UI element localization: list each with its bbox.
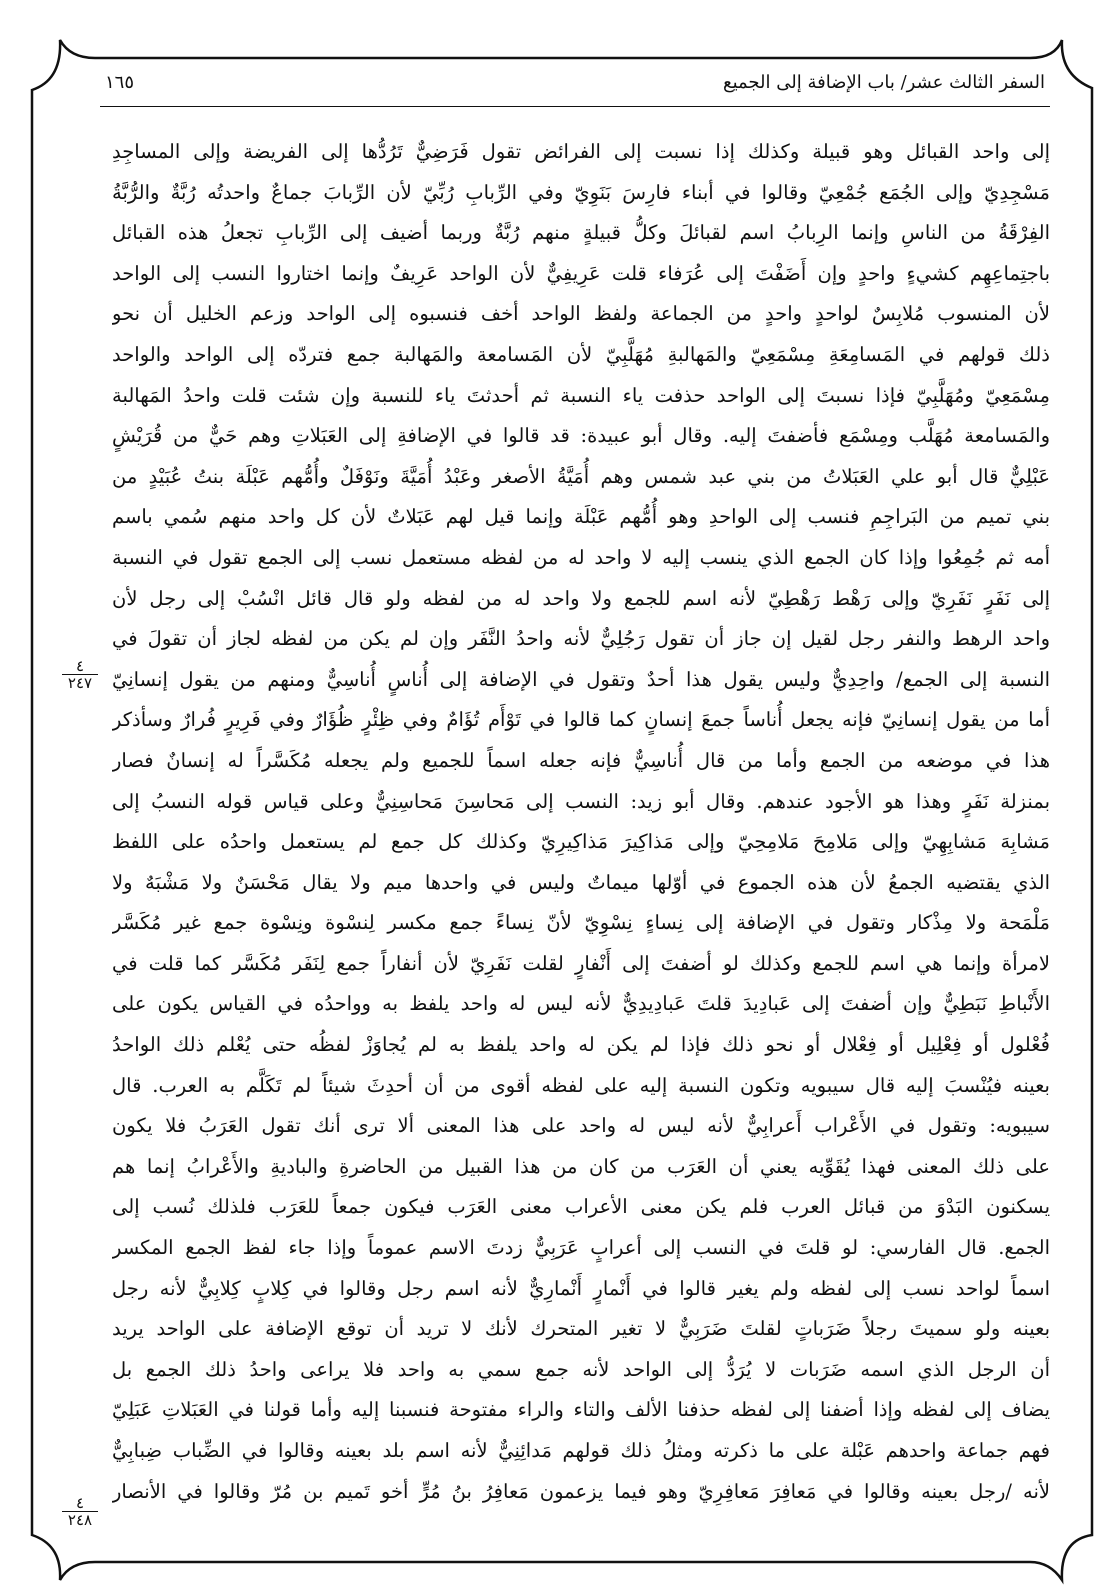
text-line: لأن المنسوب مُلابِسٌ لواحدٍ واحدٍ من الجماعة ولفظ الواحد أخف فنسبوه إلى الواحد وزعم الخليل أن نحو — [112, 302, 1050, 326]
text-line: الذي يقتضيه الجمعُ لأن هذه الجموع في أوّلها ميماتٌ وليس في واحدها ميم ولا يقال مَحْسَنٌ ولا مَشْبَهٌ ولا — [112, 870, 1050, 894]
text-line: ذلك قولهم في المَسامِعَةِ مِسْمَعِيّ والمَهالبةِ مُهَلَّبِيّ لأن المَسامعة والمَهالبة جمع فتردّه إلى الواحد والواحد — [112, 342, 1050, 366]
text-line: مِسْمَعِيّ ومُهَلَّبِيّ فإذا نسبتَ إلى الواحد حذفت ياء النسبة ثم أحدثتَ ياء للنسبة وإن شئت قلت واحدُ المَهالبة — [112, 383, 1050, 407]
text-line: باجتِماعِهِم كشيءٍ واحدٍ وإن أَضَفْتَ إلى عُرَفاء قلت عَرِيفِيٌّ لأن الواحد عَرِيفٌ وإنما اختاروا النسب إلى الواحد — [112, 261, 1050, 285]
margin-note-page: ٢٤٧ — [67, 674, 93, 692]
text-line: إلى نَفَرٍ نَفَرِيّ وإلى رَهْط رَهْطِيّ لأنه اسم للجمع ولا واحد له من لفظه ولو قال قائل انْسُبْ إلى رجل لأن — [112, 586, 1050, 610]
text-line: فُعْلول أو فِعْلِيل أو فِعْلال أو نحو ذلك فإذا لم يكن له واحد يلفظ به لم يُجاوَزْ لفظُه حتى يُعْلم ذلك الواحدُ — [112, 1033, 1050, 1057]
text-line: أمه ثم جُمِعُوا وإذا كان الجمع الذي ينسب إليه لا واحد له من لفظه مستعمل نسب إلى الجمع تقول في النسبة — [112, 545, 1050, 569]
text-line: بعينه ولو سميتَ رجلاً ضَرَباتٍ لقلتَ ضَرَبِيٌّ لا تغير المتحرك لأنك لا تريد أن توقع الإضافة على الواحد يريد — [112, 1317, 1050, 1341]
text-line: إلى واحد القبائل وهو قبيلة وكذلك إذا نسبت إلى الفرائض تقول فَرَضِيٌّ تَرُدُّها إلى الفريضة وإلى المساجِدِ — [112, 140, 1050, 163]
header-divider — [100, 106, 1050, 107]
text-line: يسكنون البَدْوَ من قبائل العرب فلم يكن معنى الأعراب معنى العَرَب فيكون جمعاً للعَرَب فلذلك نُسب إلى — [112, 1195, 1050, 1219]
text-line: مَلْمَحة ولا مِذْكار وتقول في الإضافة إلى نِساءٍ نِسْوِيّ لأنّ نِساءً جمع مكسر لِنسْوة ونِسْوة جمع غير مُكَسَّر — [112, 911, 1050, 935]
text-line: بعينه فيُنْسبَ إليه قال سيبويه وتكون النسبة إليه على لفظه أقوى من أن أحدِثَ شيئاً لم تَكَلَّم به العرب. قال — [112, 1073, 1050, 1097]
text-line: أن الرجل الذي اسمه ضَرَبات لا يُرَدُّ إلى الواحد لأنه جمع سمي به واحد فلا يراعى واحدُ ذلك الجمع بل — [112, 1357, 1050, 1381]
text-line: مَسْجِدِيّ وإلى الجُمَع جُمْعِيّ وقالوا في أبناء فارِسَ بَنَوِيّ وفي الرِّبابِ رُبِّيّ لأن الرِّبابَ جماعٌ واحدتُه رُبَّةٌ والرُّبَّةُ — [112, 180, 1050, 204]
text-line: والمَسامعة مُهَلَّب ومِسْمَع فأضفتَ إليه. وقال أبو عبيدة: قد قالوا في الإضافةِ إلى العَبَلاتِ وهم حَيٌّ من قُرَيْشٍ — [112, 424, 1050, 448]
text-line: النسبة إلى الجمع/ واحِدِيٌّ وليس يقول هذا أحدٌ وتقول في الإضافة إلى أُناسٍ أُناسِيٌّ ومنهم من يقول إنسانِيّ — [112, 667, 1050, 691]
header-title: السفر الثالث عشر/ باب الإضافة إلى الجميع — [722, 72, 1045, 93]
text-line: لأنه /رجل بعينه وقالوا في مَعافِرَ مَعافِرِيّ وهو فيما يزعمون مَعافِرُ بنُ مُرٍّ أخو تَميم بن مُرّ وقالوا في الأنصار — [112, 1479, 1050, 1503]
text-line: أما من يقول إنسانِيّ فإنه يجعل أُناساً جمعَ إنسانٍ كما قالوا في تَوْأَم تُؤَامٌ وفي ظِئْرٍ ظُؤَارٌ وفي فَرِيرٍ فُرارٌ وسأذكر — [112, 708, 1050, 732]
margin-note-original-page — [62, 658, 98, 691]
page-number: ١٦٥ — [105, 72, 135, 93]
body-text — [112, 132, 1050, 1512]
margin-note-volume: ٤ — [62, 658, 98, 675]
text-line: فهم جماعة واحدهم عَبْلة على ما ذكرته ومثلُ ذلك قولهم مَدائِنِيٌّ لأنه اسم بلد بعينه وقالوا في الضِّباب ضِبابِيٌّ — [112, 1439, 1050, 1462]
margin-note-page: ٢٤٨ — [67, 1511, 93, 1529]
text-line: بمنزلة نَفَرٍ وهذا هو الأجود عندهم. وقال أبو زيد: النسب إلى مَحاسِنَ مَحاسِنِيٌّ وعلى قياس قوله النسبُ إلى — [112, 789, 1050, 813]
text-line: سيبويه: وتقول في الأَعْراب أَعرابِيٌّ لأنه ليس له واحد على هذا المعنى ألا ترى أنك تقول العَرَبُ فلا يكون — [112, 1114, 1050, 1138]
text-line: عَبْلِيٌّ قال أبو علي العَبَلاتُ من بني عبد شمس وهم أُمَيَّةُ الأصغر وعَبْدُ أُمَيَّةَ ونَوْفَلٌ وأُمُّهم عَبْلَة بنتُ عُبَيْدٍ من — [112, 464, 1050, 488]
text-line: الأَنْباطِ نَبَطِيٌّ وإن أضفتَ إلى عَبادِيدَ قلتَ عَبادِيدِيٌّ لأنه ليس له واحد يلفظ به وواحدُه في القياس يكون على — [112, 992, 1050, 1016]
text-line: يضاف إلى لفظه وإذا أضفنا إلى لفظه حذفنا الألف والتاء والراء مفتوحة فنسبنا إليه وأما قولنا في العَبَلاتِ عَبَلِيّ — [112, 1398, 1050, 1422]
text-line: الفِرْقَةُ من الناسِ وإنما الرِبابُ اسم لقبائلَ وكلُّ قبيلةٍ منهم رُبَّةٌ وربما أضيف إلى الرِّبابِ تجعلُ هذه القبائل — [112, 221, 1050, 245]
text-line: لامرأة وإنما هي اسم للجمع وكذلك لو أضفتَ إلى أَنْفارٍ لقلت نَفَرِيّ لأن أنفاراً جمع لِنَفَر مُكَسَّر كما قلت في — [112, 951, 1050, 975]
margin-note-volume: ٤ — [62, 1495, 98, 1512]
text-line: واحد الرهط والنفر رجل لقيل إن جاز أن تقول رَجُلِيٌّ لأنه واحدُ النَّفَر وإن لم يكن من لفظه لجاز أن تقولَ في — [112, 627, 1050, 651]
margin-note-original-page — [62, 1495, 98, 1528]
text-line: بني تميم من البَراجِمِ فنسب إلى الواحدِ وهو أُمُّهم عَبْلَة وإنما قيل لهم عَبَلاتٌ لأن كل واحد منهم سُمي باسم — [112, 505, 1050, 529]
text-line: على ذلك المعنى فهذا يُقَوِّيه يعني أن العَرَب من كان من هذا القبيل من الحاضرةِ والباديةِ والأَعْرابُ إنما هم — [112, 1154, 1050, 1178]
text-line: الجمع. قال الفارسي: لو قلتَ في النسب إلى أعرابٍ عَرَبِيٌّ زدتَ الاسم عموماً وإذا جاء لفظ الجمع المكسر — [112, 1236, 1050, 1260]
running-header — [105, 72, 1045, 102]
text-line: مَشابِهَ مَشابِهِيّ وإلى مَلامِحَ مَلامِحِيّ وإلى مَذاكِيرَ مَذاكِيرِيّ وكذلك كل جمع لم يستعمل واحدُه على اللفظ — [112, 830, 1050, 854]
text-line: هذا في موضعه من الجمع وأما من قال أُناسِيٌّ فإنه جعله اسماً للجميع ولم يجعله مُكَسَّراً له إنسانٌ فصار — [112, 748, 1050, 772]
text-line: اسماً لواحد نسب إلى لفظه ولم يغير قالوا في أَنْمارٍ أَنْمارِيٌّ لأنه اسم رجل وقالوا في كِلابٍ كِلابِيٌّ لأنه رجل — [112, 1276, 1050, 1300]
